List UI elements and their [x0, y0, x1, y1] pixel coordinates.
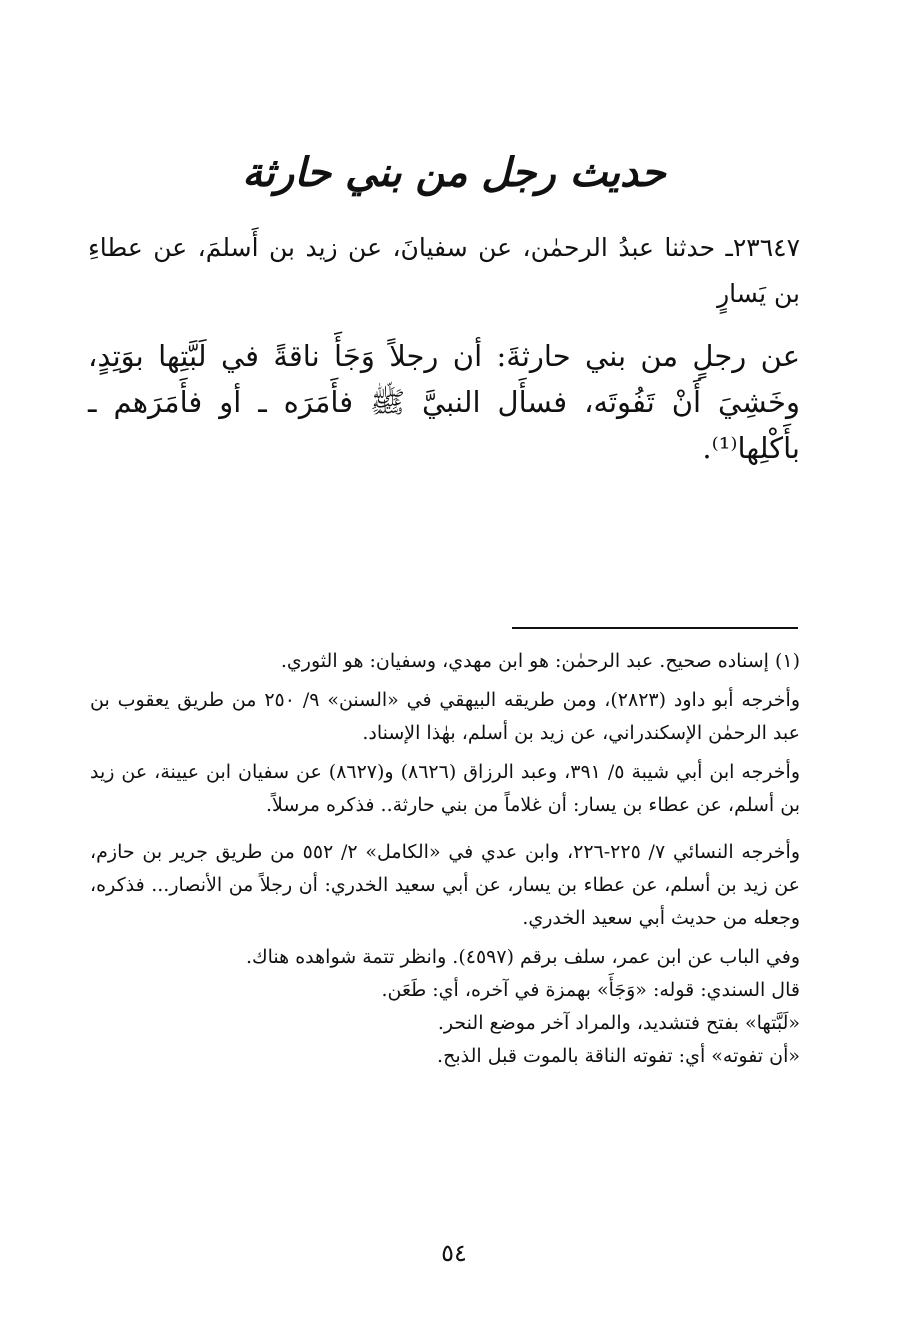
footnotes — [90, 645, 800, 1073]
footnote-nasai: وأخرجه النسائي ٧/ ٢٢٥-٢٢٦، وابن عدي في «الكامل» ٢/ ٥٥٢ من طريق جرير بن حازم، عن زيد بن أسلم، عن عطاء بن يسار، عن أبي سعيد الخدري: أن رجلاً من الأنصار... فذكره، وجعله من حديث أبي سعيد الخدري. — [90, 841, 801, 929]
footnote-divider — [512, 627, 798, 629]
footnote-bab: وفي الباب عن ابن عمر، سلف برقم (٤٥٩٧). وانظر تتمة شواهده هناك. — [245, 946, 800, 968]
hadith-isnad — [88, 225, 800, 317]
isnad-text: ـ حدثنا عبدُ الرحمٰن، عن سفيانَ، عن زيد بن أَسلمَ، عن عطاءِ بن يَسارٍ — [88, 233, 800, 308]
footnote-ibn-abi-shayba: وأخرجه ابن أبي شيبة ٥/ ٣٩١، وعبد الرزاق (٨٦٢٦) و(٨٦٢٧) عن سفيان ابن عيينة، عن زيد بن أسلم، عن عطاء بن يسار: أن غلاماً من بني حارثة.. فذكره مرسلاً. — [90, 761, 800, 816]
footnote-tafutahu: «أن تفوته» أي: تفوته الناقة بالموت قبل الذبح. — [437, 1045, 800, 1067]
hadith-number: ٢٣٦٤٧ — [732, 233, 800, 262]
footnote-1: (١) إسناده صحيح. عبد الرحمٰن: هو ابن مهدي، وسفيان: هو الثوري. — [280, 650, 800, 672]
footnote-sindi: قال السندي: قوله: «وَجَأَ» بهمزة في آخره، أي: طَعَن. — [381, 979, 800, 1001]
hadith-matn: عن رجلٍ من بني حارثةَ: أن رجلاً وَجَأَ ناقةً في لَبَّتِها بوَتِدٍ، وخَشِيَ أَنْ تَفُوتَه، فسأَل النبيَّ ﷺ فأَمَرَه ـ أو فأَمَرَهم ـ بأَكْلِها⁽¹⁾. — [88, 339, 800, 465]
page-number: ٥٤ — [441, 1239, 467, 1267]
chapter-heading: حديث رجل من بني حارثة — [242, 149, 666, 196]
footnote-abu-dawud: وأخرجه أبو داود (٢٨٢٣)، ومن طريقه البيهقي في «السنن» ٩/ ٢٥٠ من طريق يعقوب بن عبد الرحمٰن الإسكندراني، عن زيد بن أسلم، بهٰذا الإسناد. — [90, 689, 800, 744]
footnote-labbatiha: «لَبَّتها» بفتح فتشديد، والمراد آخر موضع النحر. — [437, 1012, 800, 1034]
